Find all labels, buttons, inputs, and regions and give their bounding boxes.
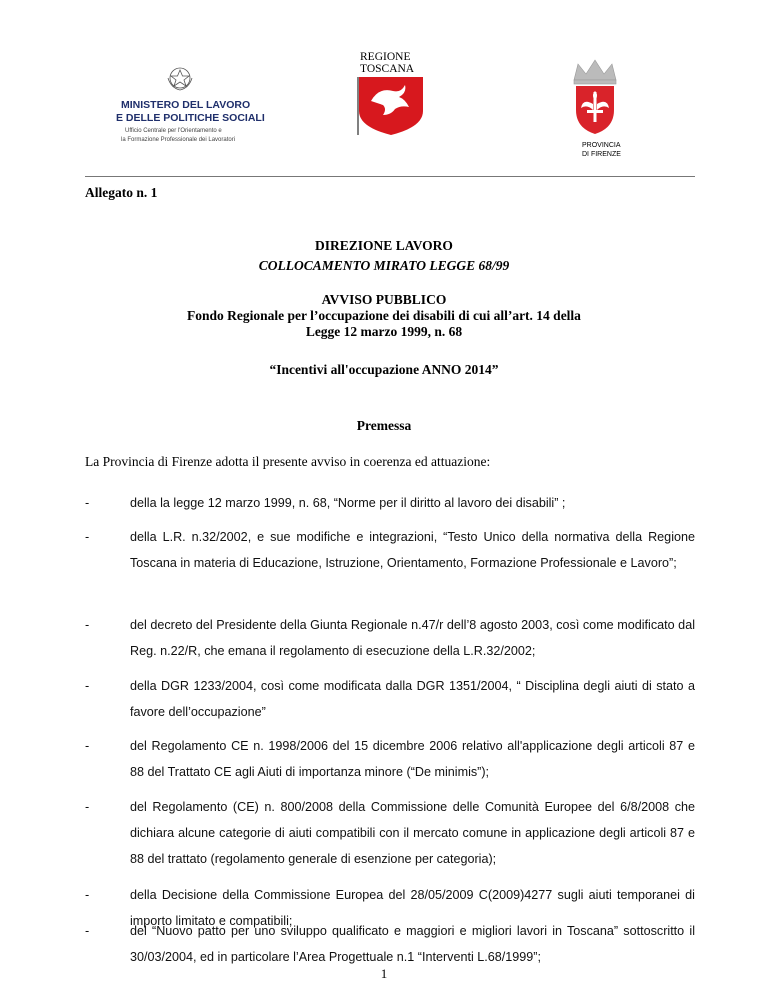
avviso-heading: AVVISO PUBBLICO bbox=[321, 292, 447, 307]
dash-bullet: - bbox=[85, 888, 90, 902]
list-item bbox=[85, 733, 695, 785]
list-item bbox=[85, 673, 695, 725]
regione-line1: REGIONE bbox=[360, 51, 411, 63]
header-divider bbox=[85, 176, 695, 177]
ministero-line3: Ufficio Centrale per l'Orientamento e bbox=[125, 128, 222, 134]
crown-icon bbox=[574, 60, 616, 84]
fondo-heading-line2: Legge 12 marzo 1999, n. 68 bbox=[305, 324, 463, 339]
list-item-text: della L.R. n.32/2002, e sue modifiche e integrazioni, “Testo Unico della normativa della Regione Toscana in materia di Educazione, Istruzione, Orientamento, Formazione Professionale e Lavoro”; bbox=[130, 530, 695, 570]
list-item-text: del Regolamento CE n. 1998/2006 del 15 dicembre 2006 relativo all'applicazione degli articoli 87 e 88 del Trattato CE agli Aiuti di importanza minore (“De minimis”); bbox=[130, 739, 695, 779]
regione-line2: TOSCANA bbox=[360, 63, 415, 75]
incentivi-heading: “Incentivi all'occupazione ANNO 2014” bbox=[269, 362, 499, 377]
emblem-icon bbox=[113, 64, 265, 146]
premessa-heading: Premessa bbox=[356, 418, 412, 433]
dash-bullet: - bbox=[85, 530, 90, 544]
list-item bbox=[85, 612, 695, 664]
ministero-line4: la Formazione Professionale dei Lavoratori bbox=[121, 137, 236, 143]
list-item-text: del decreto del Presidente della Giunta Regionale n.47/r dell’8 agosto 2003, così come modificato dal Reg. n.22/R, che emana il regolamento di esecuzione della L.R.32/2002; bbox=[130, 618, 695, 658]
list-item bbox=[85, 490, 695, 516]
list-item bbox=[85, 524, 695, 576]
provincia-line1: PROVINCIA bbox=[582, 142, 621, 149]
list-item-text: del “Nuovo patto per uno sviluppo qualificato e maggiori e migliori lavori in Toscana” sottoscritto il 30/03/2004, ed in particolare l’Area Progettuale n.1 “Interventi L.68/1999”; bbox=[130, 924, 695, 964]
list-item bbox=[85, 794, 695, 872]
ministero-line2: E DELLE POLITICHE SOCIALI bbox=[116, 112, 265, 124]
dash-bullet: - bbox=[85, 496, 90, 510]
dash-bullet: - bbox=[85, 739, 90, 753]
intro-paragraph: La Provincia di Firenze adotta il presente avviso in coerenza ed attuazione: bbox=[85, 454, 491, 469]
dash-bullet: - bbox=[85, 800, 90, 814]
ministero-lavoro-logo bbox=[113, 64, 265, 146]
direzione-heading: DIREZIONE LAVORO bbox=[315, 238, 453, 253]
list-item bbox=[85, 918, 695, 970]
dash-bullet: - bbox=[85, 679, 90, 693]
allegato-label: Allegato n. 1 bbox=[85, 185, 158, 200]
dash-bullet: - bbox=[85, 618, 90, 632]
collocamento-heading: COLLOCAMENTO MIRATO LEGGE 68/99 bbox=[258, 258, 510, 273]
provincia-line2: DI FIRENZE bbox=[582, 151, 621, 158]
regione-toscana-logo bbox=[357, 49, 425, 135]
list-item-text: della DGR 1233/2004, così come modificata dalla DGR 1351/2004, “ Disciplina degli aiuti di stato a favore dell’occupazione” bbox=[130, 679, 695, 719]
list-item-text: del Regolamento (CE) n. 800/2008 della Commissione delle Comunità Europee del 6/8/2008 che dichiara alcune categorie di aiuti compatibili con il mercato comune in applicazione degli articoli 87 e 88 del trattato (regolamento generale di esenzione per categoria); bbox=[130, 800, 695, 866]
provincia-firenze-logo bbox=[560, 58, 630, 160]
list-item-text: della Decisione della Commissione Europea del 28/05/2009 C(2009)4277 sugli aiuti temporanei di importo limitato e compatibili; bbox=[130, 888, 695, 928]
ministero-line1: MINISTERO DEL LAVORO bbox=[121, 99, 251, 111]
dash-bullet: - bbox=[85, 924, 90, 938]
fondo-heading-line1: Fondo Regionale per l’occupazione dei disabili di cui all’art. 14 della bbox=[187, 308, 581, 323]
list-item-text: della la legge 12 marzo 1999, n. 68, “Norme per il diritto al lavoro dei disabili” ; bbox=[130, 496, 566, 510]
page-number: 1 bbox=[380, 966, 388, 981]
